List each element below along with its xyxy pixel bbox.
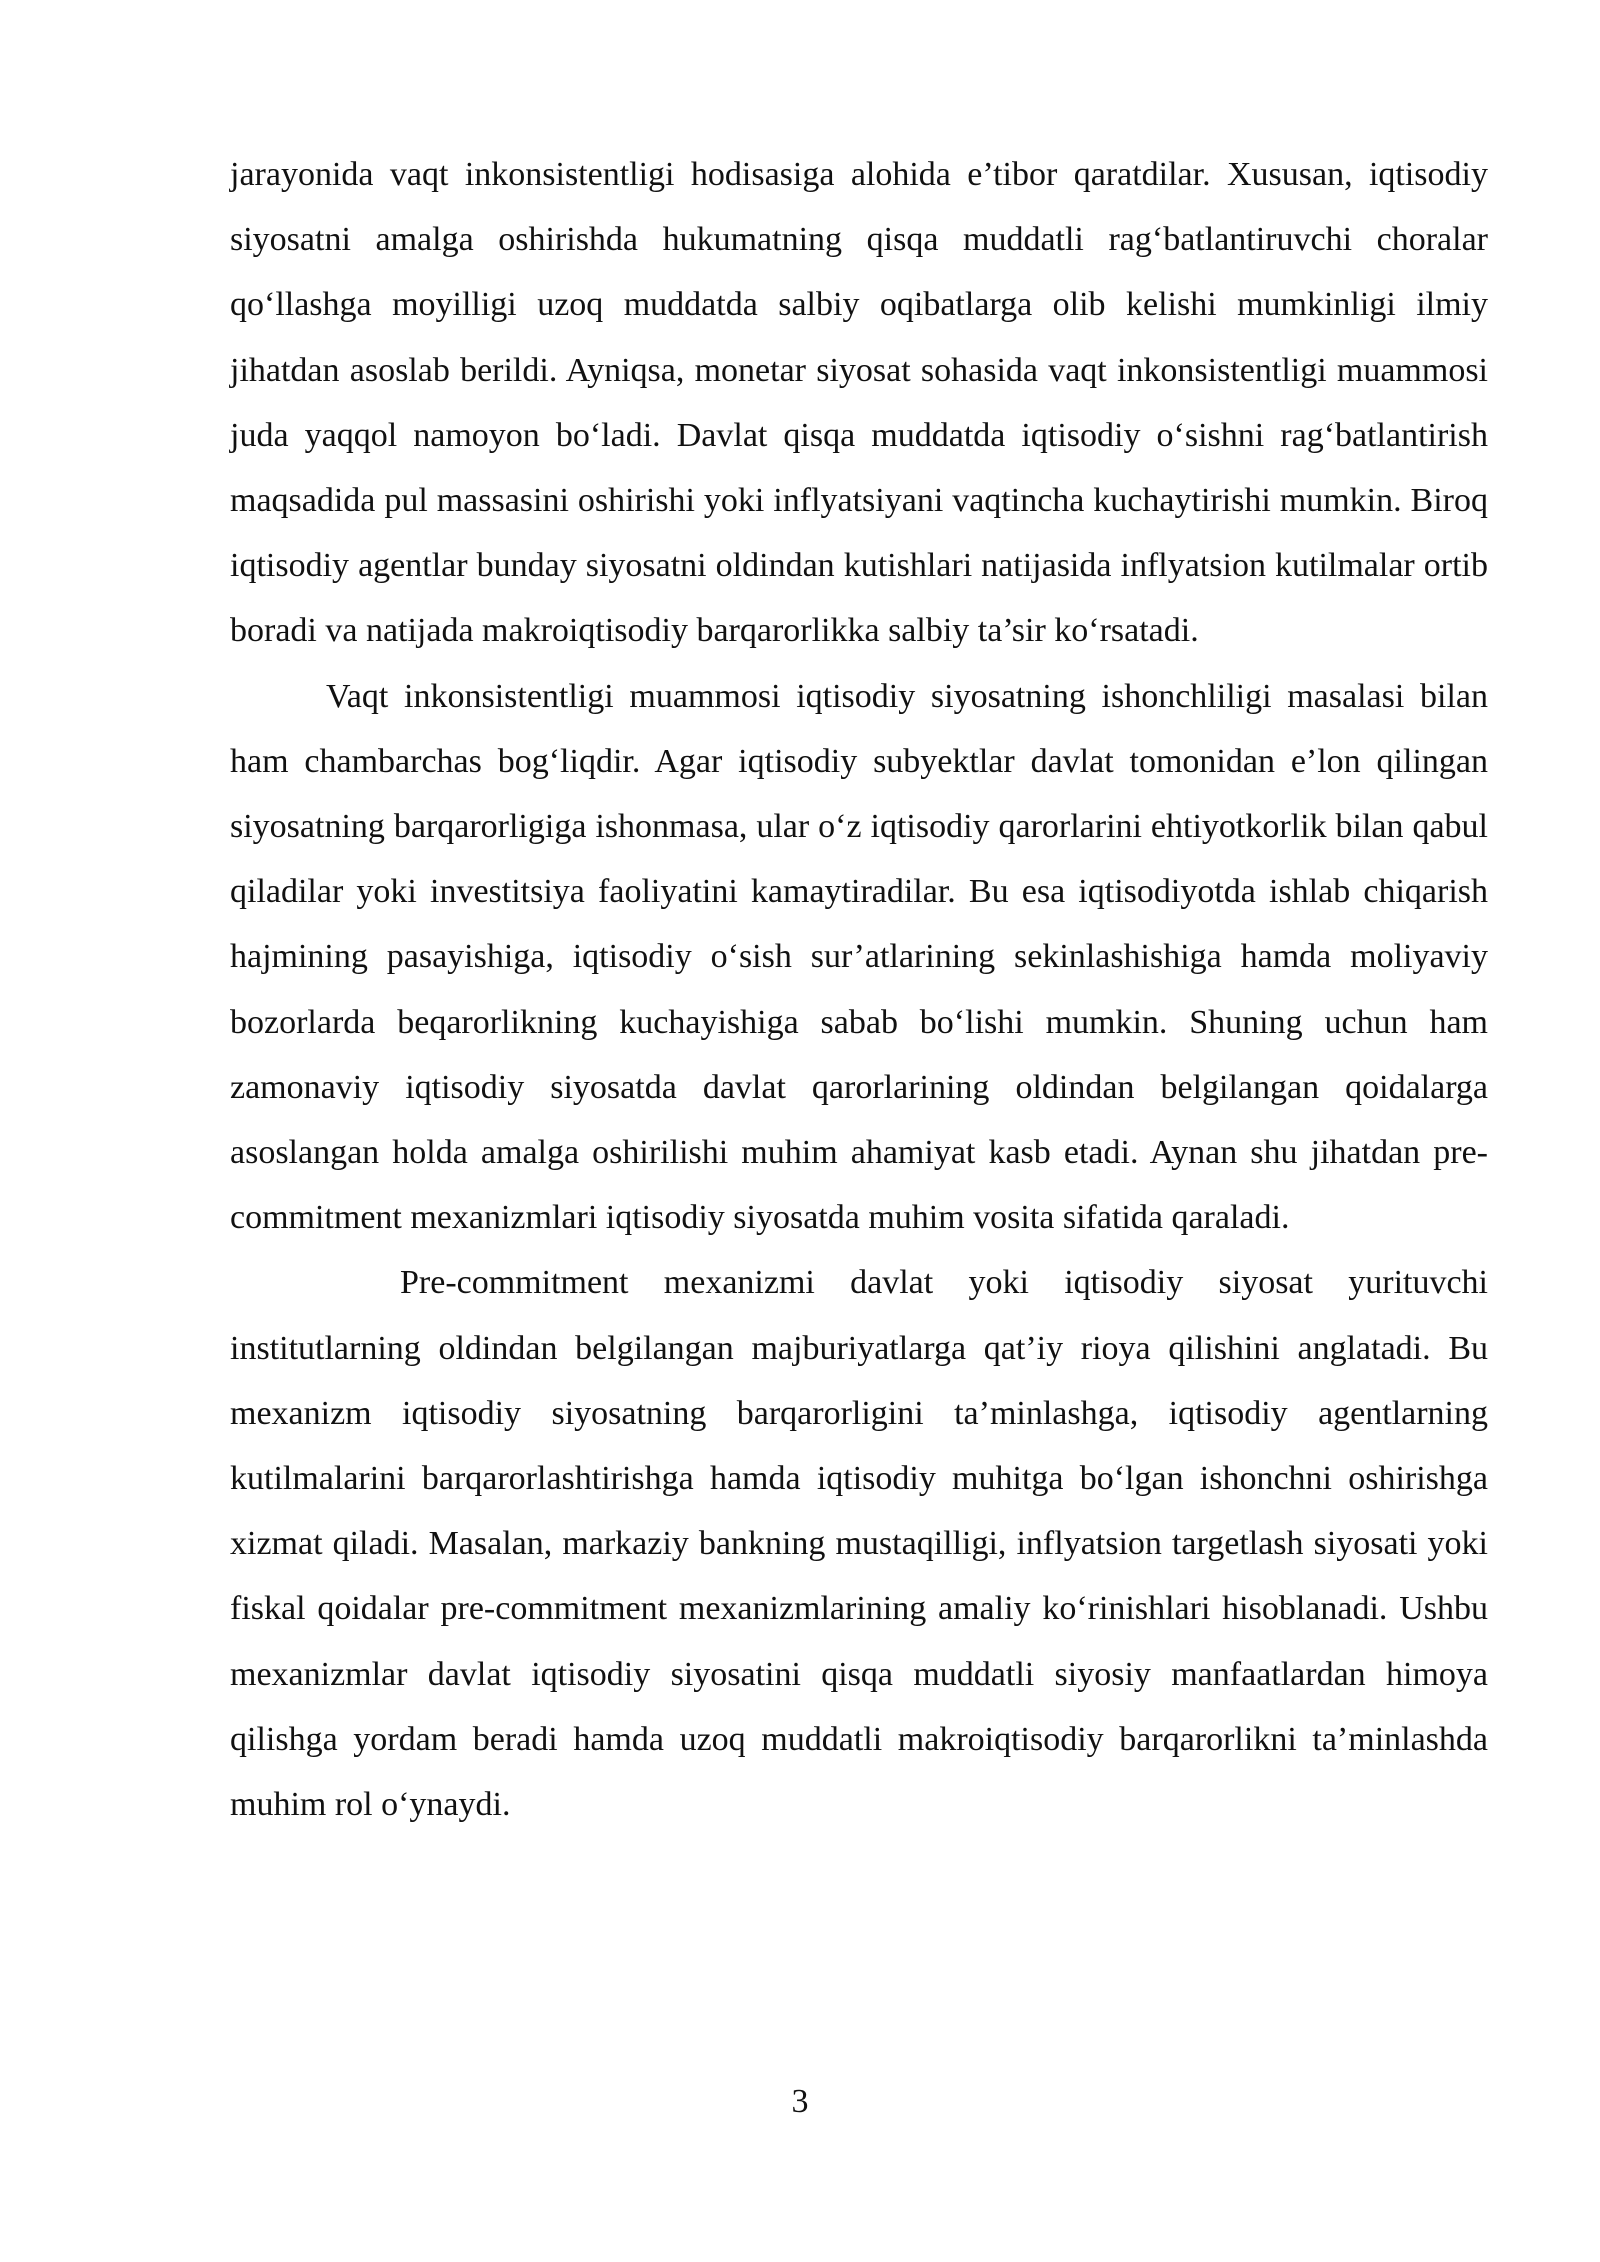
paragraph-2: Vaqt inkonsistentligi muammosi iqtisodiy siyosatning ishonchliligi masalasi bilan ham chambarchas bog‘liqdir. Agar iqtisodiy subyektlar davlat tomonidan e’lon qilingan siyosatning barqarorligiga ishonmasa, ular o‘z iqtisodiy qarorlarini ehtiyotkorlik bilan qabul qiladilar yoki investitsiya faoliyatini kamaytiradilar. Bu esa iqtisodiyotda ishlab chiqarish hajmining pasayishiga, iqtisodiy o‘sish sur’atlarining sekinlashishiga hamda moliyaviy bozorlarda beqarorlikning kuchayishiga sabab bo‘lishi mumkin. Shuning uchun ham zamonaviy iqtisodiy siyosatda davlat qarorlarining oldindan belgilangan qoidalarga asoslangan holda amalga oshirilishi muhim ahamiyat kasb etadi. Aynan shu jihatdan pre-commitment mexanizmlari iqtisodiy siyosatda muhim vosita sifatida qaraladi. bbox=[230, 677, 1488, 1237]
page-number: 3 bbox=[791, 2083, 809, 2120]
body-text bbox=[230, 142, 1488, 1837]
paragraph-3: Pre-commitment mexanizmi davlat yoki iqtisodiy siyosat yurituvchi institutlarning oldindan belgilangan majburiyatlarga qat’iy rioya qilishini anglatadi. Bu mexanizm iqtisodiy siyosatning barqarorligini ta’minlashga, iqtisodiy agentlarning kutilmalarini barqarorlashtirishga hamda iqtisodiy muhitga bo‘lgan ishonchni oshirishga xizmat qiladi. Masalan, markaziy bankning mustaqilligi, inflyatsion targetlash siyosati yoki fiskal qoidalar pre-commitment mexanizmlarining amaliy ko‘rinishlari hisoblanadi. Ushbu mexanizmlar davlat iqtisodiy siyosatini qisqa muddatli siyosiy manfaatlardan himoya qilishga yordam beradi hamda uzoq muddatli makroiqtisodiy barqarorlikni ta’minlashda muhim rol o‘ynaydi. bbox=[230, 1264, 1488, 1824]
paragraph-1: jarayonida vaqt inkonsistentligi hodisasiga alohida e’tibor qaratdilar. Xususan, iqtisodiy siyosatni amalga oshirishda hukumatning qisqa muddatli rag‘batlantiruvchi choralar qo‘llashga moyilligi uzoq muddatda salbiy oqibatlarga olib kelishi mumkinligi ilmiy jihatdan asoslab berildi. Ayniqsa, monetar siyosat sohasida vaqt inkonsistentligi muammosi juda yaqqol namoyon bo‘ladi. Davlat qisqa muddatda iqtisodiy o‘sishni rag‘batlantirish maqsadida pul massasini oshirishi yoki inflyatsiyani vaqtincha kuchaytirishi mumkin. Biroq iqtisodiy agentlar bunday siyosatni oldindan kutishlari natijasida inflyatsion kutilmalar ortib boradi va natijada makroiqtisodiy barqarorlikka salbiy ta’sir ko‘rsatadi. bbox=[230, 156, 1488, 650]
